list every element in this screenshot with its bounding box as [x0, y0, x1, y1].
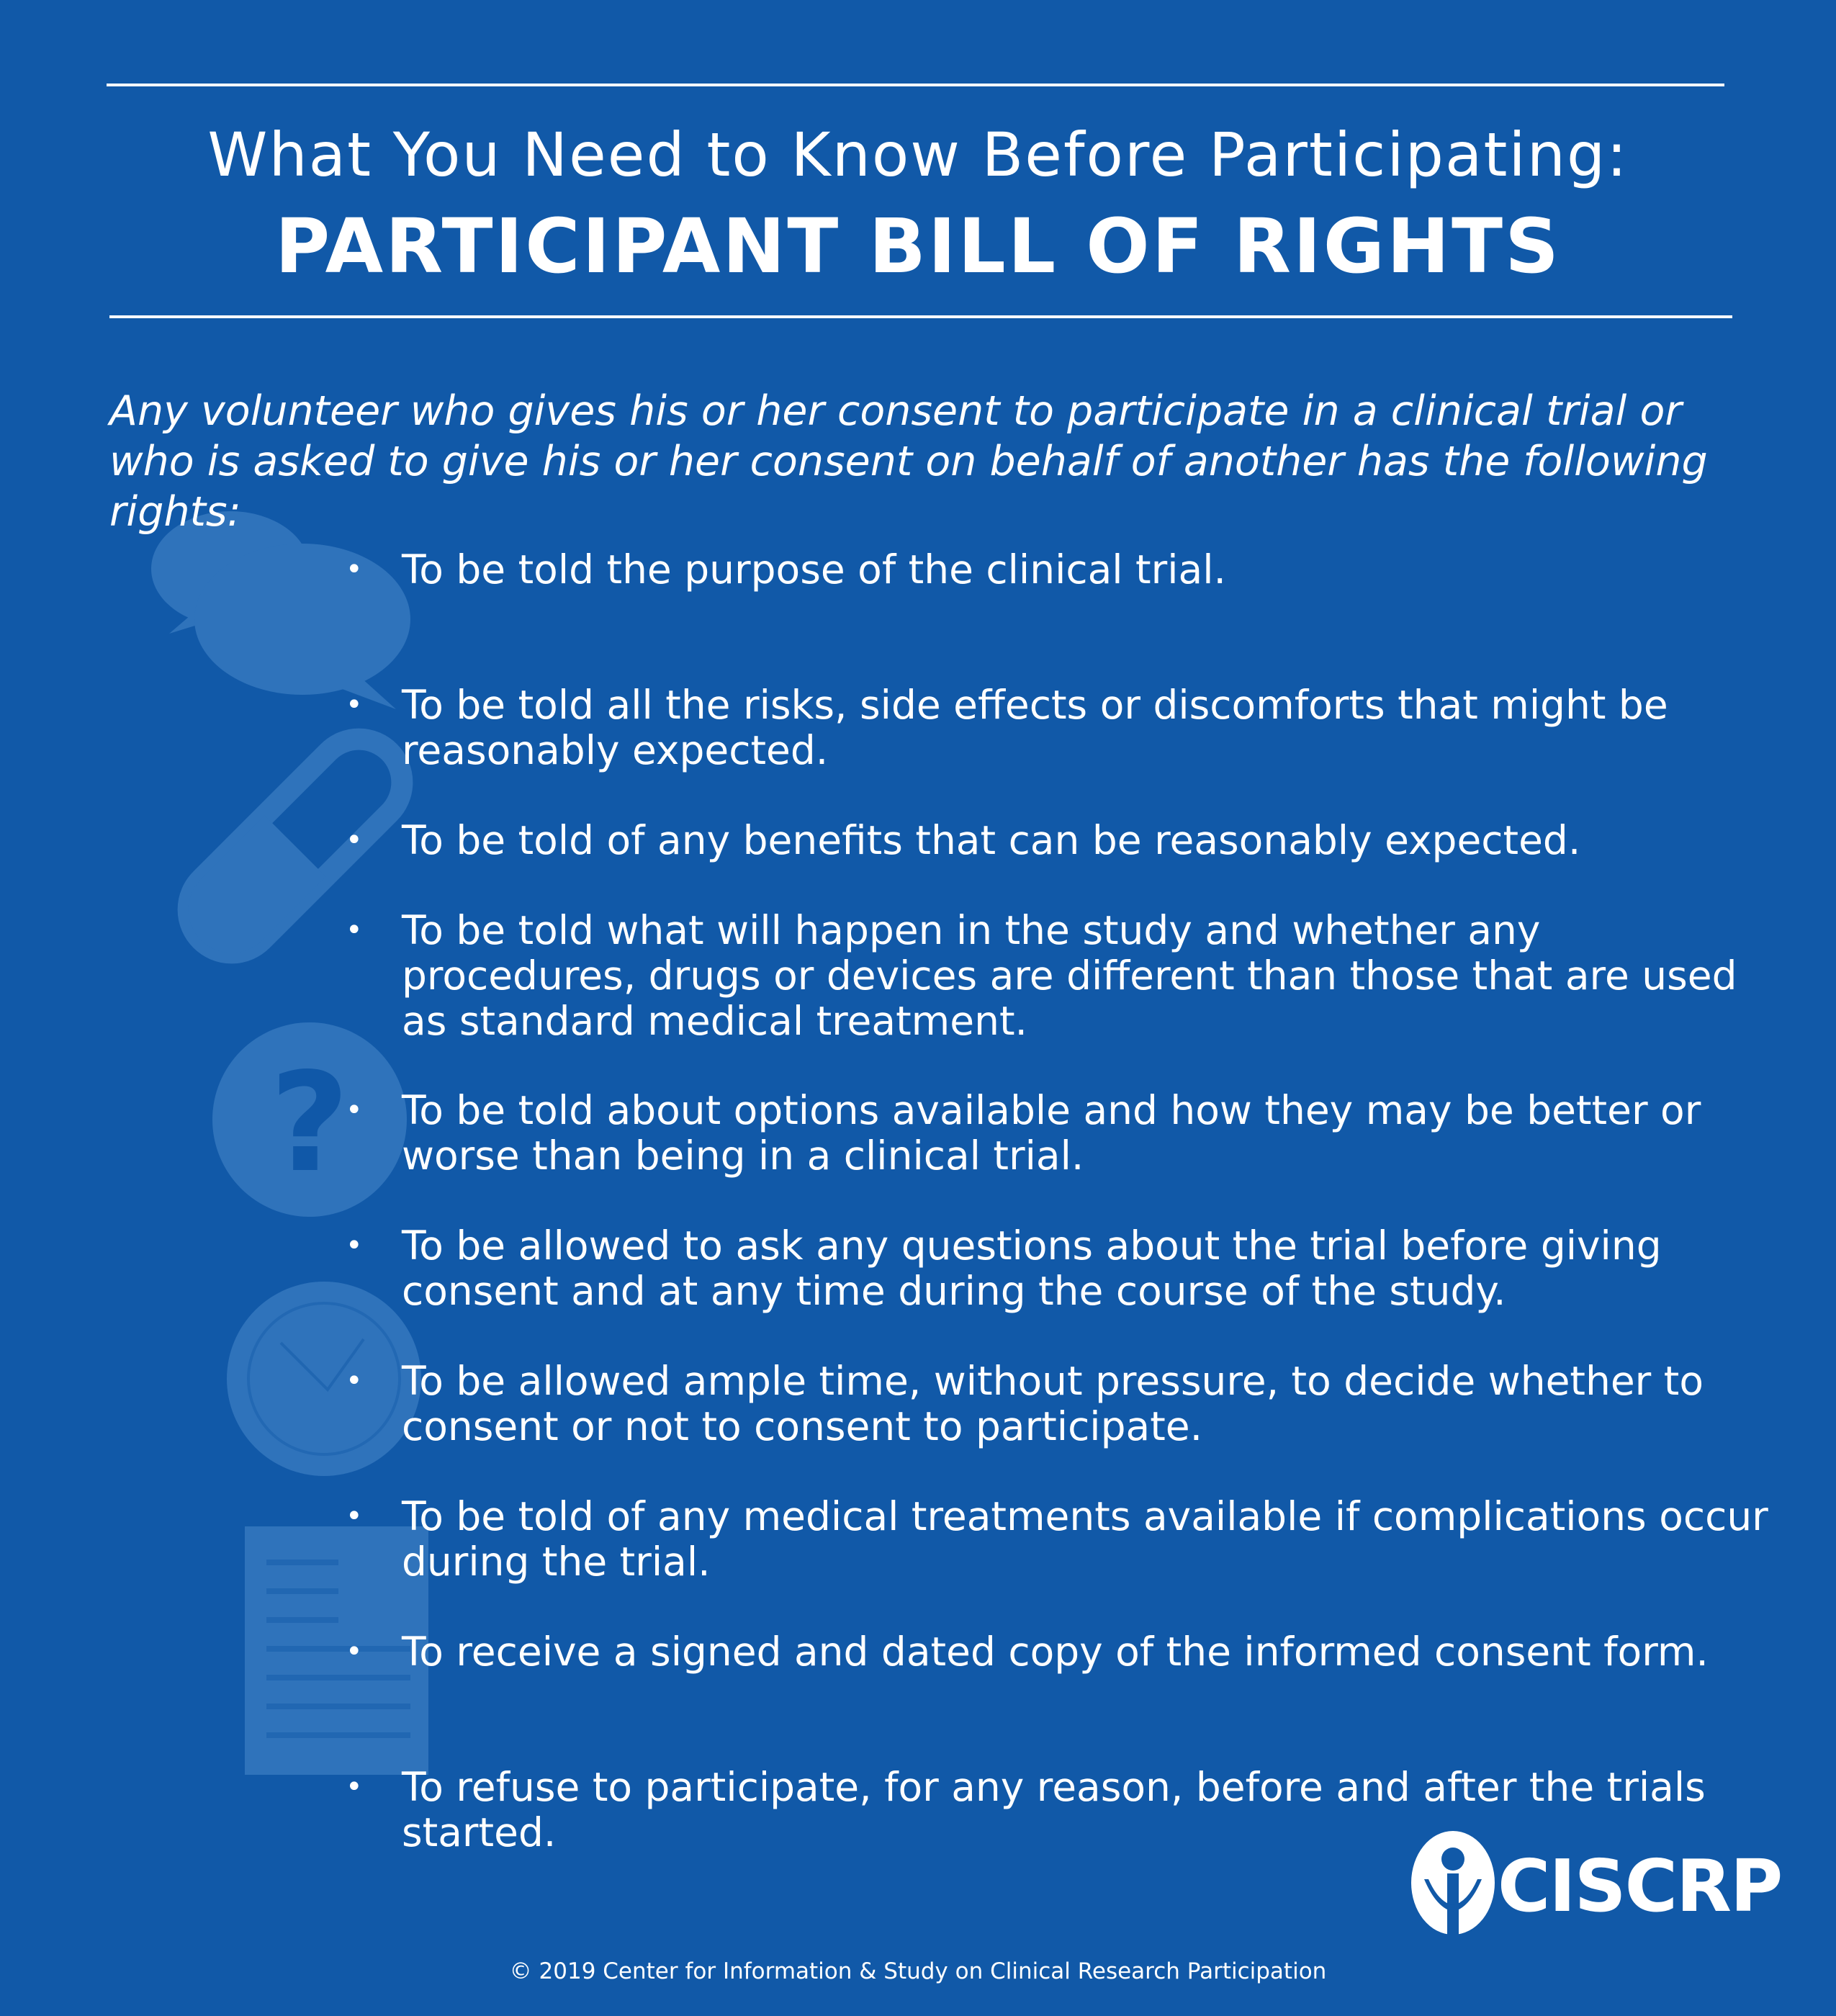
list-item: [338, 1088, 1778, 1223]
bullet: •: [346, 1635, 363, 1668]
right-text: To receive a signed and dated copy of the informed consent form.: [402, 1629, 1709, 1675]
right-text: To refuse to participate, for any reason, before and after the trials started.: [402, 1764, 1706, 1855]
logo-figure-icon: [1411, 1831, 1495, 1937]
right-text: To be told of any medical treatments available if complications occur during the trial.: [402, 1493, 1768, 1585]
bullet: •: [346, 553, 363, 586]
right-text: To be told all the risks, side effects or discomforts that might be reasonably expected.: [402, 682, 1668, 773]
svg-text:?: ?: [269, 1043, 350, 1202]
right-text: To be told about options available and how they may be better or worse than being in a clinical trial.: [402, 1087, 1701, 1179]
bullet: •: [346, 1094, 363, 1127]
bullet: •: [346, 1364, 363, 1398]
page-subtitle: What You Need to Know Before Participating:: [207, 120, 1629, 190]
right-text: To be allowed ample time, without pressure, to decide whether to consent or not to consent to participate.: [402, 1358, 1704, 1449]
list-item: [338, 1629, 1778, 1765]
list-item: [338, 818, 1778, 908]
list-item: [338, 1359, 1778, 1494]
rights-list: [338, 547, 1778, 1900]
bullet: •: [346, 1500, 363, 1533]
right-text: To be allowed to ask any questions about the trial before giving consent and at any time during the course of the study.: [402, 1223, 1662, 1314]
list-item: [338, 547, 1778, 683]
logo-text: CISCRP: [1498, 1844, 1782, 1928]
list-item: [338, 1223, 1778, 1359]
bullet: •: [346, 914, 363, 947]
bullet: •: [346, 688, 363, 721]
right-text: To be told of any benefits that can be reasonably expected.: [402, 817, 1581, 863]
bullet: •: [346, 1770, 363, 1804]
bullet: •: [346, 824, 363, 857]
list-item: [338, 1494, 1778, 1629]
list-item: [338, 683, 1778, 818]
right-text: To be told the purpose of the clinical trial.: [402, 546, 1226, 593]
copyright-footer: © 2019 Center for Information & Study on Clinical Research Participation: [509, 1958, 1327, 1984]
bullet: •: [346, 1229, 363, 1262]
list-item: [338, 908, 1778, 1088]
page-title: PARTICIPANT BILL OF RIGHTS: [275, 202, 1561, 290]
intro-text: Any volunteer who gives his or her consent to participate in a clinical trial or who is asked to give his or her consent on behalf of another has the following rights:: [109, 387, 1708, 536]
right-text: To be told what will happen in the study and whether any procedures, drugs or devices are different than those that are used as standard medical treatment.: [402, 907, 1737, 1044]
